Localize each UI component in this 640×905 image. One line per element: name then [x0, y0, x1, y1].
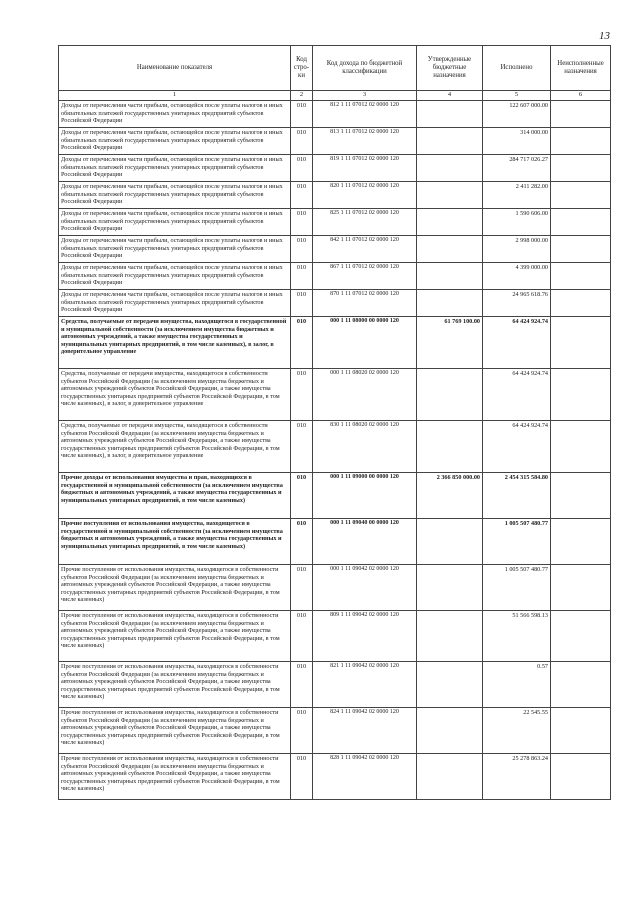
row-executed: 22 545.55	[483, 708, 551, 754]
row-executed: 25 278 863.24	[483, 754, 551, 800]
row-line-code: 010	[291, 182, 313, 209]
row-line-code: 010	[291, 708, 313, 754]
row-executed: 2 454 315 584.80	[483, 473, 551, 519]
row-income-code: 000 1 11 09042 02 0000 120	[313, 565, 417, 611]
table-row	[59, 611, 611, 662]
row-unexecuted	[551, 369, 611, 421]
row-line-code: 010	[291, 317, 313, 369]
row-approved	[417, 565, 483, 611]
row-approved	[417, 290, 483, 317]
row-unexecuted	[551, 708, 611, 754]
row-unexecuted	[551, 421, 611, 473]
table-row	[59, 473, 611, 519]
header-name: Наименование показателя	[59, 46, 291, 91]
row-line-code: 010	[291, 421, 313, 473]
row-name: Прочие поступления от использования имущества, находящегося в собственности субъектов Российской Федерации (за исключением имущества бюджетных и автономных учреждений субъектов Российской Федерации, а также имущества государственных унитарных предприятий субъектов Российской Федерации, в том числе казенных)	[59, 565, 291, 611]
row-income-code: 000 1 11 08000 00 0000 120	[313, 317, 417, 369]
row-income-code: 825 1 11 07012 02 0000 120	[313, 209, 417, 236]
row-line-code: 010	[291, 565, 313, 611]
table-row	[59, 754, 611, 800]
row-income-code: 830 1 11 08020 02 0000 120	[313, 421, 417, 473]
row-approved	[417, 128, 483, 155]
report-table	[58, 45, 611, 800]
row-unexecuted	[551, 263, 611, 290]
row-approved	[417, 369, 483, 421]
row-approved	[417, 236, 483, 263]
row-income-code: 819 1 11 07012 02 0000 120	[313, 155, 417, 182]
row-approved	[417, 263, 483, 290]
row-line-code: 010	[291, 101, 313, 128]
header-unexecuted: Неисполненные назначения	[551, 46, 611, 91]
row-approved	[417, 662, 483, 708]
row-approved	[417, 209, 483, 236]
row-name: Доходы от перечисления части прибыли, остающейся после уплаты налогов и иных обязательных платежей государственных унитарных предприятий субъектов Российской Федерации	[59, 155, 291, 182]
table-row	[59, 155, 611, 182]
column-number-row	[59, 91, 611, 101]
row-income-code: 820 1 11 07012 02 0000 120	[313, 182, 417, 209]
column-number: 5	[483, 91, 551, 101]
header-code: Код стро-ки	[291, 46, 313, 91]
row-approved: 2 366 850 000.00	[417, 473, 483, 519]
row-income-code: 842 1 11 07012 02 0000 120	[313, 236, 417, 263]
row-executed: 64 424 924.74	[483, 421, 551, 473]
row-line-code: 010	[291, 209, 313, 236]
row-line-code: 010	[291, 263, 313, 290]
column-number: 2	[291, 91, 313, 101]
header-row	[59, 46, 611, 91]
row-line-code: 010	[291, 662, 313, 708]
header-approved: Утвержденные бюджетные назначения	[417, 46, 483, 91]
row-name: Доходы от перечисления части прибыли, остающейся после уплаты налогов и иных обязательных платежей государственных унитарных предприятий субъектов Российской Федерации	[59, 290, 291, 317]
table-row	[59, 263, 611, 290]
header-income-code: Код дохода по бюджетной классификации	[313, 46, 417, 91]
row-name: Доходы от перечисления части прибыли, остающейся после уплаты налогов и иных обязательных платежей государственных унитарных предприятий субъектов Российской Федерации	[59, 236, 291, 263]
row-income-code: 809 1 11 09042 02 0000 120	[313, 611, 417, 662]
row-name: Прочие поступления от использования имущества, находящегося в собственности субъектов Российской Федерации (за исключением имущества бюджетных и автономных учреждений субъектов Российской Федерации, а также имущества государственных унитарных предприятий субъектов Российской Федерации, в том числе казенных)	[59, 662, 291, 708]
row-name: Прочие поступления от использования имущества, находящегося в собственности субъектов Российской Федерации (за исключением имущества бюджетных и автономных учреждений субъектов Российской Федерации, а также имущества государственных унитарных предприятий субъектов Российской Федерации, в том числе казенных)	[59, 611, 291, 662]
row-executed: 64 424 924.74	[483, 369, 551, 421]
row-name: Доходы от перечисления части прибыли, остающейся после уплаты налогов и иных обязательных платежей государственных унитарных предприятий субъектов Российской Федерации	[59, 263, 291, 290]
row-income-code: 813 1 11 07012 02 0000 120	[313, 128, 417, 155]
row-name: Прочие поступления от использования имущества, находящегося в собственности субъектов Российской Федерации (за исключением имущества бюджетных и автономных учреждений субъектов Российской Федерации, а также имущества государственных унитарных предприятий субъектов Российской Федерации, в том числе казенных)	[59, 708, 291, 754]
row-income-code: 828 1 11 09042 02 0000 120	[313, 754, 417, 800]
row-unexecuted	[551, 519, 611, 565]
row-executed: 1 590 606.00	[483, 209, 551, 236]
row-name: Доходы от перечисления части прибыли, остающейся после уплаты налогов и иных обязательных платежей государственных унитарных предприятий субъектов Российской Федерации	[59, 128, 291, 155]
table-row	[59, 317, 611, 369]
row-line-code: 010	[291, 128, 313, 155]
column-number: 4	[417, 91, 483, 101]
row-unexecuted	[551, 754, 611, 800]
table-row	[59, 236, 611, 263]
row-unexecuted	[551, 101, 611, 128]
row-approved	[417, 708, 483, 754]
row-name: Доходы от перечисления части прибыли, остающейся после уплаты налогов и иных обязательных платежей государственных унитарных предприятий субъектов Российской Федерации	[59, 209, 291, 236]
row-name: Средства, получаемые от передачи имущества, находящегося в собственности субъектов Российской Федерации (за исключением имущества бюджетных и автономных учреждений субъектов Российской Федерации, а также имущества государственных унитарных предприятий субъектов Российской Федерации, в том числе казенных), в залог, в доверительное управление	[59, 369, 291, 421]
row-executed: 1 005 507 480.77	[483, 519, 551, 565]
table-row	[59, 369, 611, 421]
row-unexecuted	[551, 209, 611, 236]
row-unexecuted	[551, 290, 611, 317]
header-executed: Исполнено	[483, 46, 551, 91]
row-income-code: 000 1 11 08020 02 0000 120	[313, 369, 417, 421]
row-approved	[417, 155, 483, 182]
row-approved	[417, 182, 483, 209]
row-line-code: 010	[291, 519, 313, 565]
row-unexecuted	[551, 128, 611, 155]
row-executed: 2 411 282.00	[483, 182, 551, 209]
row-approved: 61 769 100.00	[417, 317, 483, 369]
row-name: Прочие поступления от использования имущества, находящегося в государственной и муниципальной собственности (за исключением имущества бюджетных и автономных учреждений, а также имущества государственных и муниципальных унитарных предприятий, в том числе казенных)	[59, 519, 291, 565]
table-row	[59, 565, 611, 611]
row-name: Доходы от перечисления части прибыли, остающейся после уплаты налогов и иных обязательных платежей государственных унитарных предприятий субъектов Российской Федерации	[59, 182, 291, 209]
page-number: 13	[599, 30, 610, 42]
row-income-code: 870 1 11 07012 02 0000 120	[313, 290, 417, 317]
row-unexecuted	[551, 611, 611, 662]
table-row	[59, 421, 611, 473]
table-row	[59, 662, 611, 708]
row-line-code: 010	[291, 369, 313, 421]
report-body	[59, 101, 611, 800]
row-approved	[417, 754, 483, 800]
row-name: Средства, получаемые от передачи имущества, находящегося в собственности субъектов Российской Федерации (за исключением имущества бюджетных и автономных учреждений субъектов Российской Федерации, а также имущества государственных унитарных предприятий субъектов Российской Федерации, в том числе казенных), в залог, в доверительное управление	[59, 421, 291, 473]
row-executed: 314 000.00	[483, 128, 551, 155]
table-row	[59, 209, 611, 236]
table-row	[59, 708, 611, 754]
row-line-code: 010	[291, 473, 313, 519]
row-income-code: 000 1 11 09040 00 0000 120	[313, 519, 417, 565]
column-number: 6	[551, 91, 611, 101]
row-executed: 64 424 924.74	[483, 317, 551, 369]
row-executed: 1 005 507 480.77	[483, 565, 551, 611]
row-unexecuted	[551, 236, 611, 263]
row-executed: 24 965 618.76	[483, 290, 551, 317]
row-income-code: 000 1 11 09000 00 0000 120	[313, 473, 417, 519]
row-approved	[417, 519, 483, 565]
row-name: Доходы от перечисления части прибыли, остающейся после уплаты налогов и иных обязательных платежей государственных унитарных предприятий субъектов Российской Федерации	[59, 101, 291, 128]
row-line-code: 010	[291, 290, 313, 317]
row-approved	[417, 421, 483, 473]
column-number: 3	[313, 91, 417, 101]
row-approved	[417, 101, 483, 128]
row-name: Прочие поступления от использования имущества, находящегося в собственности субъектов Российской Федерации (за исключением имущества бюджетных и автономных учреждений субъектов Российской Федерации, а также имущества государственных унитарных предприятий субъектов Российской Федерации, в том числе казенных)	[59, 754, 291, 800]
row-unexecuted	[551, 155, 611, 182]
row-name: Средства, получаемые от передачи имущества, находящегося в государственной и муниципальной собственности (за исключением имущества бюджетных и автономных учреждений, а также имущества государственных и муниципальных унитарных предприятий, в том числе казенных), в залог, в доверительное управление	[59, 317, 291, 369]
row-line-code: 010	[291, 754, 313, 800]
row-unexecuted	[551, 317, 611, 369]
table-row	[59, 519, 611, 565]
row-income-code: 867 1 11 07012 02 0000 120	[313, 263, 417, 290]
row-name: Прочие доходы от использования имущества и прав, находящихся в государственной и муниципальной собственности (за исключением имущества бюджетных и автономных учреждений, а также имущества государственных и муниципальных унитарных предприятий, в том числе казенных)	[59, 473, 291, 519]
table-row	[59, 128, 611, 155]
table-row	[59, 101, 611, 128]
row-income-code: 821 1 11 09042 02 0000 120	[313, 662, 417, 708]
row-line-code: 010	[291, 236, 313, 263]
table-row	[59, 182, 611, 209]
row-executed: 0.57	[483, 662, 551, 708]
row-line-code: 010	[291, 155, 313, 182]
row-executed: 122 607 000.00	[483, 101, 551, 128]
row-unexecuted	[551, 182, 611, 209]
row-income-code: 812 1 11 07012 02 0000 120	[313, 101, 417, 128]
row-executed: 2 998 000.00	[483, 236, 551, 263]
row-unexecuted	[551, 473, 611, 519]
row-executed: 284 717 026.27	[483, 155, 551, 182]
table-row	[59, 290, 611, 317]
row-income-code: 824 1 11 09042 02 0000 120	[313, 708, 417, 754]
row-unexecuted	[551, 662, 611, 708]
row-unexecuted	[551, 565, 611, 611]
row-executed: 4 399 000.00	[483, 263, 551, 290]
row-executed: 51 566 598.13	[483, 611, 551, 662]
column-number: 1	[59, 91, 291, 101]
row-approved	[417, 611, 483, 662]
row-line-code: 010	[291, 611, 313, 662]
